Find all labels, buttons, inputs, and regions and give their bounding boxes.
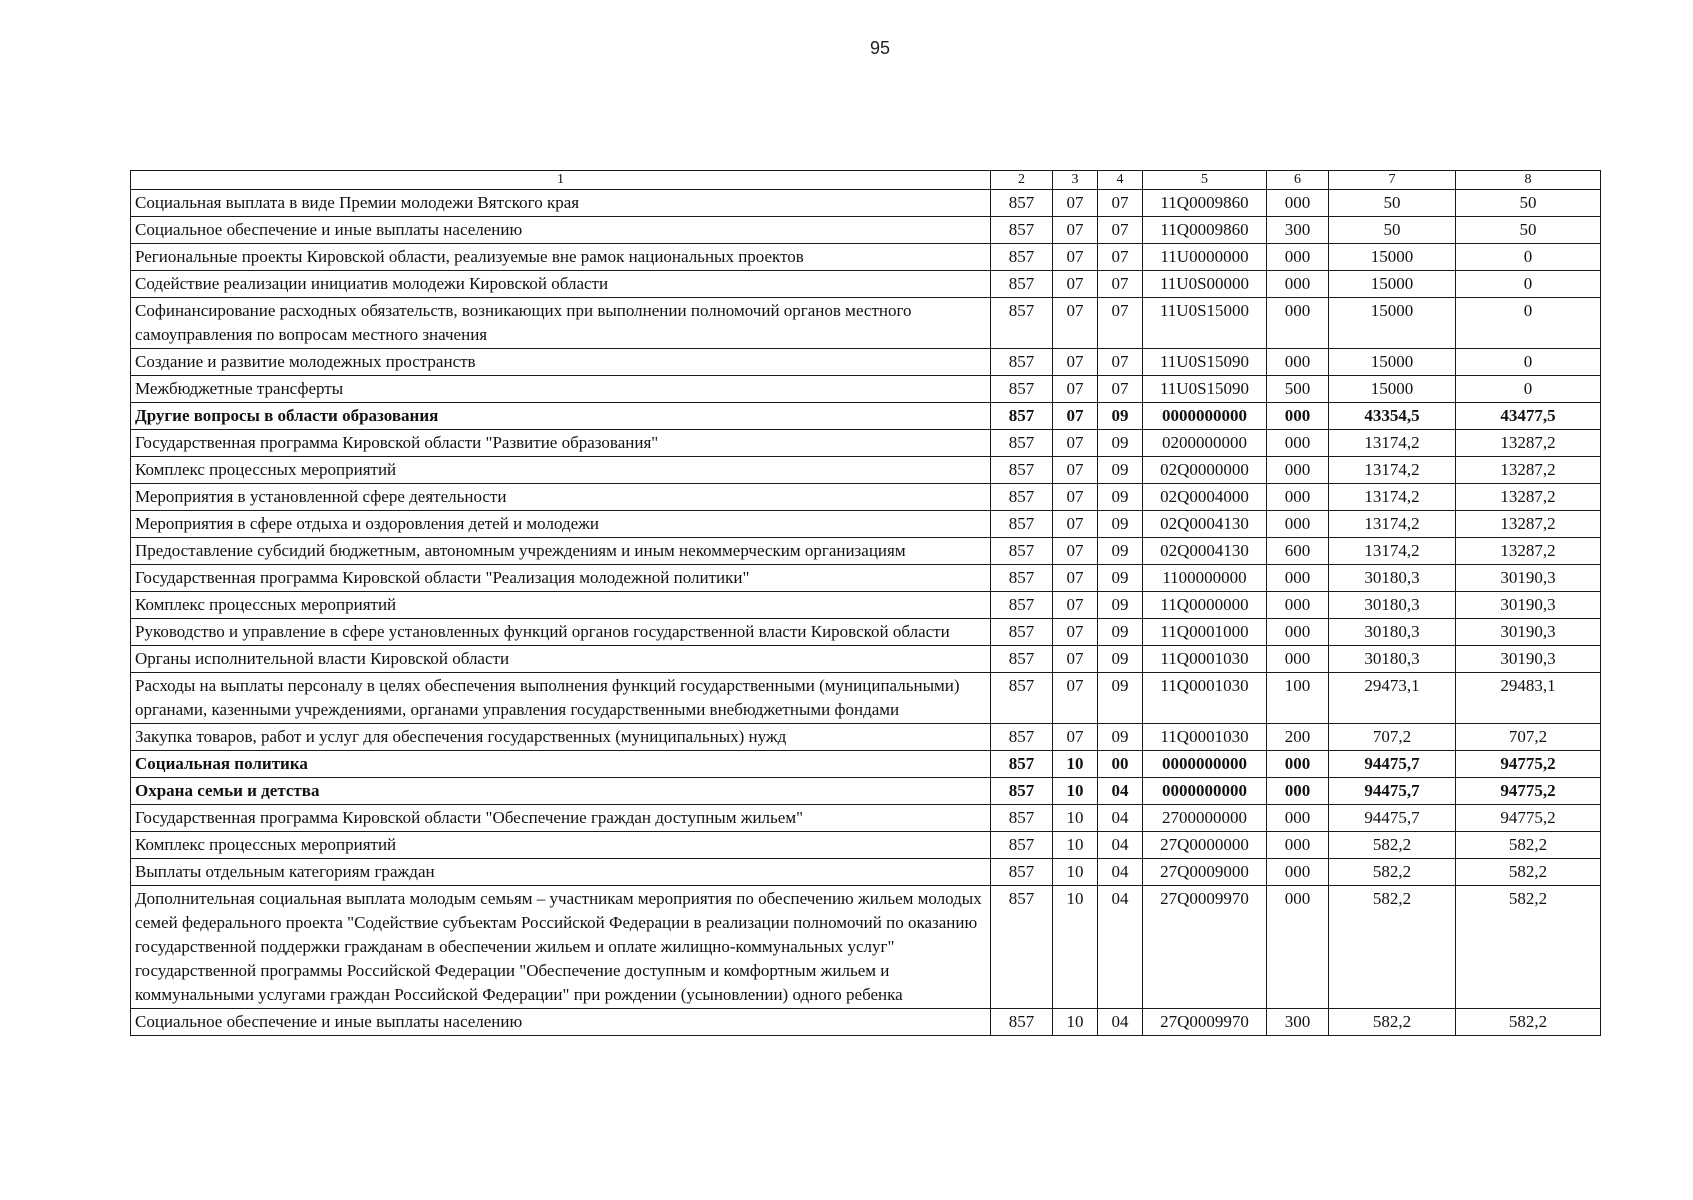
- description-cell: Софинансирование расходных обязательств, возникающих при выполнении полномочий органов местного самоуправления по вопросам местного значения: [131, 298, 991, 349]
- expense-type-cell: 000: [1267, 244, 1329, 271]
- amount-year1-cell: 582,2: [1329, 1009, 1456, 1036]
- admin-code-cell: 857: [991, 673, 1053, 724]
- subsection-cell: 07: [1098, 244, 1143, 271]
- target-article-cell: 11Q0000000: [1143, 592, 1267, 619]
- section-cell: 07: [1053, 673, 1098, 724]
- target-article-cell: 11Q0009860: [1143, 190, 1267, 217]
- table-row: [131, 832, 1601, 859]
- amount-year2-cell: 13287,2: [1456, 457, 1601, 484]
- section-cell: 10: [1053, 751, 1098, 778]
- section-cell: 07: [1053, 349, 1098, 376]
- amount-year1-cell: 43354,5: [1329, 403, 1456, 430]
- column-header: 8: [1456, 171, 1601, 190]
- expense-type-cell: 000: [1267, 592, 1329, 619]
- target-article-cell: 11Q0001000: [1143, 619, 1267, 646]
- amount-year2-cell: 94775,2: [1456, 805, 1601, 832]
- target-article-cell: 11Q0009860: [1143, 217, 1267, 244]
- admin-code-cell: 857: [991, 1009, 1053, 1036]
- amount-year1-cell: 30180,3: [1329, 565, 1456, 592]
- amount-year2-cell: 50: [1456, 217, 1601, 244]
- amount-year1-cell: 50: [1329, 217, 1456, 244]
- section-cell: 10: [1053, 886, 1098, 1009]
- admin-code-cell: 857: [991, 538, 1053, 565]
- table-row: [131, 724, 1601, 751]
- section-cell: 10: [1053, 832, 1098, 859]
- section-cell: 07: [1053, 457, 1098, 484]
- expense-type-cell: 000: [1267, 832, 1329, 859]
- description-cell: Социальная политика: [131, 751, 991, 778]
- admin-code-cell: 857: [991, 619, 1053, 646]
- subsection-cell: 09: [1098, 538, 1143, 565]
- amount-year2-cell: 582,2: [1456, 859, 1601, 886]
- subsection-cell: 07: [1098, 271, 1143, 298]
- section-cell: 07: [1053, 619, 1098, 646]
- table-row: [131, 511, 1601, 538]
- table-row: [131, 190, 1601, 217]
- admin-code-cell: 857: [991, 859, 1053, 886]
- admin-code-cell: 857: [991, 832, 1053, 859]
- amount-year1-cell: 582,2: [1329, 832, 1456, 859]
- amount-year2-cell: 50: [1456, 190, 1601, 217]
- amount-year1-cell: 13174,2: [1329, 457, 1456, 484]
- description-cell: Государственная программа Кировской области "Обеспечение граждан доступным жильем": [131, 805, 991, 832]
- table-row: [131, 805, 1601, 832]
- column-header: 7: [1329, 171, 1456, 190]
- table-row: [131, 886, 1601, 1009]
- amount-year1-cell: 13174,2: [1329, 430, 1456, 457]
- subsection-cell: 07: [1098, 190, 1143, 217]
- expense-type-cell: 000: [1267, 751, 1329, 778]
- section-cell: 07: [1053, 376, 1098, 403]
- amount-year2-cell: 43477,5: [1456, 403, 1601, 430]
- subsection-cell: 00: [1098, 751, 1143, 778]
- amount-year1-cell: 13174,2: [1329, 538, 1456, 565]
- description-cell: Комплекс процессных мероприятий: [131, 457, 991, 484]
- expense-type-cell: 000: [1267, 778, 1329, 805]
- description-cell: Комплекс процессных мероприятий: [131, 592, 991, 619]
- expense-type-cell: 000: [1267, 349, 1329, 376]
- amount-year2-cell: 13287,2: [1456, 430, 1601, 457]
- description-cell: Предоставление субсидий бюджетным, автономным учреждениям и иным некоммерческим организациям: [131, 538, 991, 565]
- subsection-cell: 04: [1098, 886, 1143, 1009]
- description-cell: Социальная выплата в виде Премии молодежи Вятского края: [131, 190, 991, 217]
- admin-code-cell: 857: [991, 484, 1053, 511]
- section-cell: 10: [1053, 778, 1098, 805]
- amount-year2-cell: 30190,3: [1456, 646, 1601, 673]
- section-cell: 10: [1053, 805, 1098, 832]
- amount-year1-cell: 15000: [1329, 298, 1456, 349]
- expense-type-cell: 000: [1267, 457, 1329, 484]
- subsection-cell: 04: [1098, 1009, 1143, 1036]
- amount-year2-cell: 13287,2: [1456, 511, 1601, 538]
- column-header: 4: [1098, 171, 1143, 190]
- description-cell: Закупка товаров, работ и услуг для обеспечения государственных (муниципальных) нужд: [131, 724, 991, 751]
- subsection-cell: 07: [1098, 349, 1143, 376]
- table-row: [131, 376, 1601, 403]
- description-cell: Региональные проекты Кировской области, реализуемые вне рамок национальных проектов: [131, 244, 991, 271]
- table-row: [131, 538, 1601, 565]
- admin-code-cell: 857: [991, 217, 1053, 244]
- subsection-cell: 04: [1098, 805, 1143, 832]
- amount-year1-cell: 30180,3: [1329, 619, 1456, 646]
- column-header: 3: [1053, 171, 1098, 190]
- description-cell: Руководство и управление в сфере установленных функций органов государственной власти Кировской области: [131, 619, 991, 646]
- table-row: [131, 673, 1601, 724]
- expense-type-cell: 000: [1267, 805, 1329, 832]
- target-article-cell: 11Q0001030: [1143, 646, 1267, 673]
- amount-year1-cell: 15000: [1329, 244, 1456, 271]
- amount-year2-cell: 582,2: [1456, 832, 1601, 859]
- description-cell: Государственная программа Кировской области "Реализация молодежной политики": [131, 565, 991, 592]
- subsection-cell: 07: [1098, 298, 1143, 349]
- description-cell: Комплекс процессных мероприятий: [131, 832, 991, 859]
- subsection-cell: 09: [1098, 430, 1143, 457]
- table-row: [131, 430, 1601, 457]
- expense-type-cell: 000: [1267, 886, 1329, 1009]
- description-cell: Социальное обеспечение и иные выплаты населению: [131, 1009, 991, 1036]
- section-cell: 07: [1053, 592, 1098, 619]
- admin-code-cell: 857: [991, 190, 1053, 217]
- expense-type-cell: 100: [1267, 673, 1329, 724]
- amount-year1-cell: 94475,7: [1329, 751, 1456, 778]
- section-cell: 07: [1053, 298, 1098, 349]
- admin-code-cell: 857: [991, 886, 1053, 1009]
- amount-year2-cell: 0: [1456, 244, 1601, 271]
- admin-code-cell: 857: [991, 271, 1053, 298]
- amount-year1-cell: 13174,2: [1329, 484, 1456, 511]
- amount-year1-cell: 13174,2: [1329, 511, 1456, 538]
- amount-year2-cell: 13287,2: [1456, 538, 1601, 565]
- amount-year1-cell: 15000: [1329, 271, 1456, 298]
- expense-type-cell: 000: [1267, 646, 1329, 673]
- expense-type-cell: 500: [1267, 376, 1329, 403]
- admin-code-cell: 857: [991, 349, 1053, 376]
- amount-year1-cell: 30180,3: [1329, 592, 1456, 619]
- table-row: [131, 1009, 1601, 1036]
- target-article-cell: 11Q0001030: [1143, 673, 1267, 724]
- description-cell: Дополнительная социальная выплата молодым семьям – участникам мероприятия по обеспечению жильем молодых семей федерального проекта "Содействие субъектам Российской Федерации в реализации полномочий по оказанию государственной поддержки гражданам в обеспечении жильем и оплате жилищно-коммунальных услуг" государственной программы Российской Федерации "Обеспечение доступным и комфортным жильем и коммунальными услугами граждан Российской Федерации" при рождении (усыновлении) одного ребенка: [131, 886, 991, 1009]
- description-cell: Межбюджетные трансферты: [131, 376, 991, 403]
- subsection-cell: 09: [1098, 673, 1143, 724]
- target-article-cell: 11U0000000: [1143, 244, 1267, 271]
- subsection-cell: 09: [1098, 511, 1143, 538]
- section-cell: 07: [1053, 403, 1098, 430]
- expense-type-cell: 300: [1267, 217, 1329, 244]
- description-cell: Охрана семьи и детства: [131, 778, 991, 805]
- admin-code-cell: 857: [991, 403, 1053, 430]
- amount-year1-cell: 29473,1: [1329, 673, 1456, 724]
- amount-year2-cell: 13287,2: [1456, 484, 1601, 511]
- amount-year2-cell: 94775,2: [1456, 778, 1601, 805]
- amount-year2-cell: 707,2: [1456, 724, 1601, 751]
- amount-year2-cell: 30190,3: [1456, 592, 1601, 619]
- target-article-cell: 02Q0004130: [1143, 511, 1267, 538]
- amount-year1-cell: 15000: [1329, 349, 1456, 376]
- page-number: 95: [869, 38, 891, 58]
- target-article-cell: 11U0S15000: [1143, 298, 1267, 349]
- expense-type-cell: 000: [1267, 190, 1329, 217]
- target-article-cell: 02Q0004000: [1143, 484, 1267, 511]
- amount-year2-cell: 0: [1456, 376, 1601, 403]
- table-row: [131, 778, 1601, 805]
- table-row: [131, 646, 1601, 673]
- expense-type-cell: 000: [1267, 271, 1329, 298]
- amount-year2-cell: 94775,2: [1456, 751, 1601, 778]
- expense-type-cell: 000: [1267, 565, 1329, 592]
- description-cell: Мероприятия в сфере отдыха и оздоровления детей и молодежи: [131, 511, 991, 538]
- description-cell: Содействие реализации инициатив молодежи Кировской области: [131, 271, 991, 298]
- expense-type-cell: 300: [1267, 1009, 1329, 1036]
- expense-type-cell: 000: [1267, 403, 1329, 430]
- admin-code-cell: 857: [991, 511, 1053, 538]
- subsection-cell: 07: [1098, 376, 1143, 403]
- table-row: [131, 403, 1601, 430]
- expense-type-cell: 000: [1267, 484, 1329, 511]
- target-article-cell: 27Q0009970: [1143, 886, 1267, 1009]
- amount-year1-cell: 582,2: [1329, 859, 1456, 886]
- amount-year2-cell: 30190,3: [1456, 619, 1601, 646]
- admin-code-cell: 857: [991, 430, 1053, 457]
- subsection-cell: 09: [1098, 646, 1143, 673]
- table-row: [131, 859, 1601, 886]
- admin-code-cell: 857: [991, 646, 1053, 673]
- description-cell: Государственная программа Кировской области "Развитие образования": [131, 430, 991, 457]
- admin-code-cell: 857: [991, 592, 1053, 619]
- table-row: [131, 244, 1601, 271]
- subsection-cell: 07: [1098, 217, 1143, 244]
- table-row: [131, 619, 1601, 646]
- amount-year2-cell: 0: [1456, 298, 1601, 349]
- subsection-cell: 09: [1098, 403, 1143, 430]
- description-cell: Социальное обеспечение и иные выплаты населению: [131, 217, 991, 244]
- target-article-cell: 0000000000: [1143, 751, 1267, 778]
- target-article-cell: 11Q0001030: [1143, 724, 1267, 751]
- column-header: 6: [1267, 171, 1329, 190]
- amount-year1-cell: 50: [1329, 190, 1456, 217]
- section-cell: 07: [1053, 565, 1098, 592]
- amount-year2-cell: 29483,1: [1456, 673, 1601, 724]
- subsection-cell: 04: [1098, 778, 1143, 805]
- budget-table: [130, 170, 1601, 1036]
- section-cell: 10: [1053, 1009, 1098, 1036]
- amount-year1-cell: 94475,7: [1329, 805, 1456, 832]
- expense-type-cell: 000: [1267, 430, 1329, 457]
- target-article-cell: 0000000000: [1143, 403, 1267, 430]
- amount-year2-cell: 0: [1456, 271, 1601, 298]
- amount-year2-cell: 0: [1456, 349, 1601, 376]
- column-header: 5: [1143, 171, 1267, 190]
- target-article-cell: 0000000000: [1143, 778, 1267, 805]
- admin-code-cell: 857: [991, 457, 1053, 484]
- subsection-cell: 09: [1098, 592, 1143, 619]
- description-cell: Создание и развитие молодежных пространств: [131, 349, 991, 376]
- section-cell: 07: [1053, 724, 1098, 751]
- section-cell: 07: [1053, 430, 1098, 457]
- expense-type-cell: 000: [1267, 859, 1329, 886]
- target-article-cell: 02Q0004130: [1143, 538, 1267, 565]
- target-article-cell: 0200000000: [1143, 430, 1267, 457]
- description-cell: Другие вопросы в области образования: [131, 403, 991, 430]
- subsection-cell: 09: [1098, 484, 1143, 511]
- table-row: [131, 751, 1601, 778]
- admin-code-cell: 857: [991, 244, 1053, 271]
- expense-type-cell: 600: [1267, 538, 1329, 565]
- amount-year1-cell: 582,2: [1329, 886, 1456, 1009]
- table-row: [131, 217, 1601, 244]
- table-header-row: [131, 171, 1601, 190]
- table-body: [131, 190, 1601, 1036]
- target-article-cell: 11U0S15090: [1143, 376, 1267, 403]
- amount-year1-cell: 30180,3: [1329, 646, 1456, 673]
- expense-type-cell: 000: [1267, 619, 1329, 646]
- expense-type-cell: 200: [1267, 724, 1329, 751]
- admin-code-cell: 857: [991, 298, 1053, 349]
- section-cell: 07: [1053, 484, 1098, 511]
- target-article-cell: 1100000000: [1143, 565, 1267, 592]
- target-article-cell: 27Q0000000: [1143, 832, 1267, 859]
- section-cell: 10: [1053, 859, 1098, 886]
- subsection-cell: 09: [1098, 457, 1143, 484]
- description-cell: Расходы на выплаты персоналу в целях обеспечения выполнения функций государственными (муниципальными) органами, казенными учреждениями, органами управления государственными внебюджетными фондами: [131, 673, 991, 724]
- table-row: [131, 484, 1601, 511]
- table-row: [131, 349, 1601, 376]
- admin-code-cell: 857: [991, 778, 1053, 805]
- description-cell: Органы исполнительной власти Кировской области: [131, 646, 991, 673]
- amount-year2-cell: 582,2: [1456, 1009, 1601, 1036]
- section-cell: 07: [1053, 271, 1098, 298]
- table-row: [131, 298, 1601, 349]
- target-article-cell: 27Q0009000: [1143, 859, 1267, 886]
- target-article-cell: 11U0S15090: [1143, 349, 1267, 376]
- section-cell: 07: [1053, 244, 1098, 271]
- amount-year2-cell: 582,2: [1456, 886, 1601, 1009]
- admin-code-cell: 857: [991, 724, 1053, 751]
- table-row: [131, 271, 1601, 298]
- section-cell: 07: [1053, 511, 1098, 538]
- description-cell: Мероприятия в установленной сфере деятельности: [131, 484, 991, 511]
- subsection-cell: 04: [1098, 859, 1143, 886]
- target-article-cell: 11U0S00000: [1143, 271, 1267, 298]
- target-article-cell: 2700000000: [1143, 805, 1267, 832]
- admin-code-cell: 857: [991, 565, 1053, 592]
- amount-year1-cell: 15000: [1329, 376, 1456, 403]
- table-row: [131, 565, 1601, 592]
- admin-code-cell: 857: [991, 751, 1053, 778]
- target-article-cell: 27Q0009970: [1143, 1009, 1267, 1036]
- section-cell: 07: [1053, 190, 1098, 217]
- target-article-cell: 02Q0000000: [1143, 457, 1267, 484]
- subsection-cell: 09: [1098, 619, 1143, 646]
- subsection-cell: 04: [1098, 832, 1143, 859]
- table-row: [131, 457, 1601, 484]
- expense-type-cell: 000: [1267, 511, 1329, 538]
- subsection-cell: 09: [1098, 724, 1143, 751]
- column-header: 2: [991, 171, 1053, 190]
- section-cell: 07: [1053, 538, 1098, 565]
- description-cell: Выплаты отдельным категориям граждан: [131, 859, 991, 886]
- column-header: 1: [131, 171, 991, 190]
- expense-type-cell: 000: [1267, 298, 1329, 349]
- admin-code-cell: 857: [991, 376, 1053, 403]
- table-row: [131, 592, 1601, 619]
- amount-year2-cell: 30190,3: [1456, 565, 1601, 592]
- subsection-cell: 09: [1098, 565, 1143, 592]
- amount-year1-cell: 707,2: [1329, 724, 1456, 751]
- amount-year1-cell: 94475,7: [1329, 778, 1456, 805]
- admin-code-cell: 857: [991, 805, 1053, 832]
- section-cell: 07: [1053, 217, 1098, 244]
- section-cell: 07: [1053, 646, 1098, 673]
